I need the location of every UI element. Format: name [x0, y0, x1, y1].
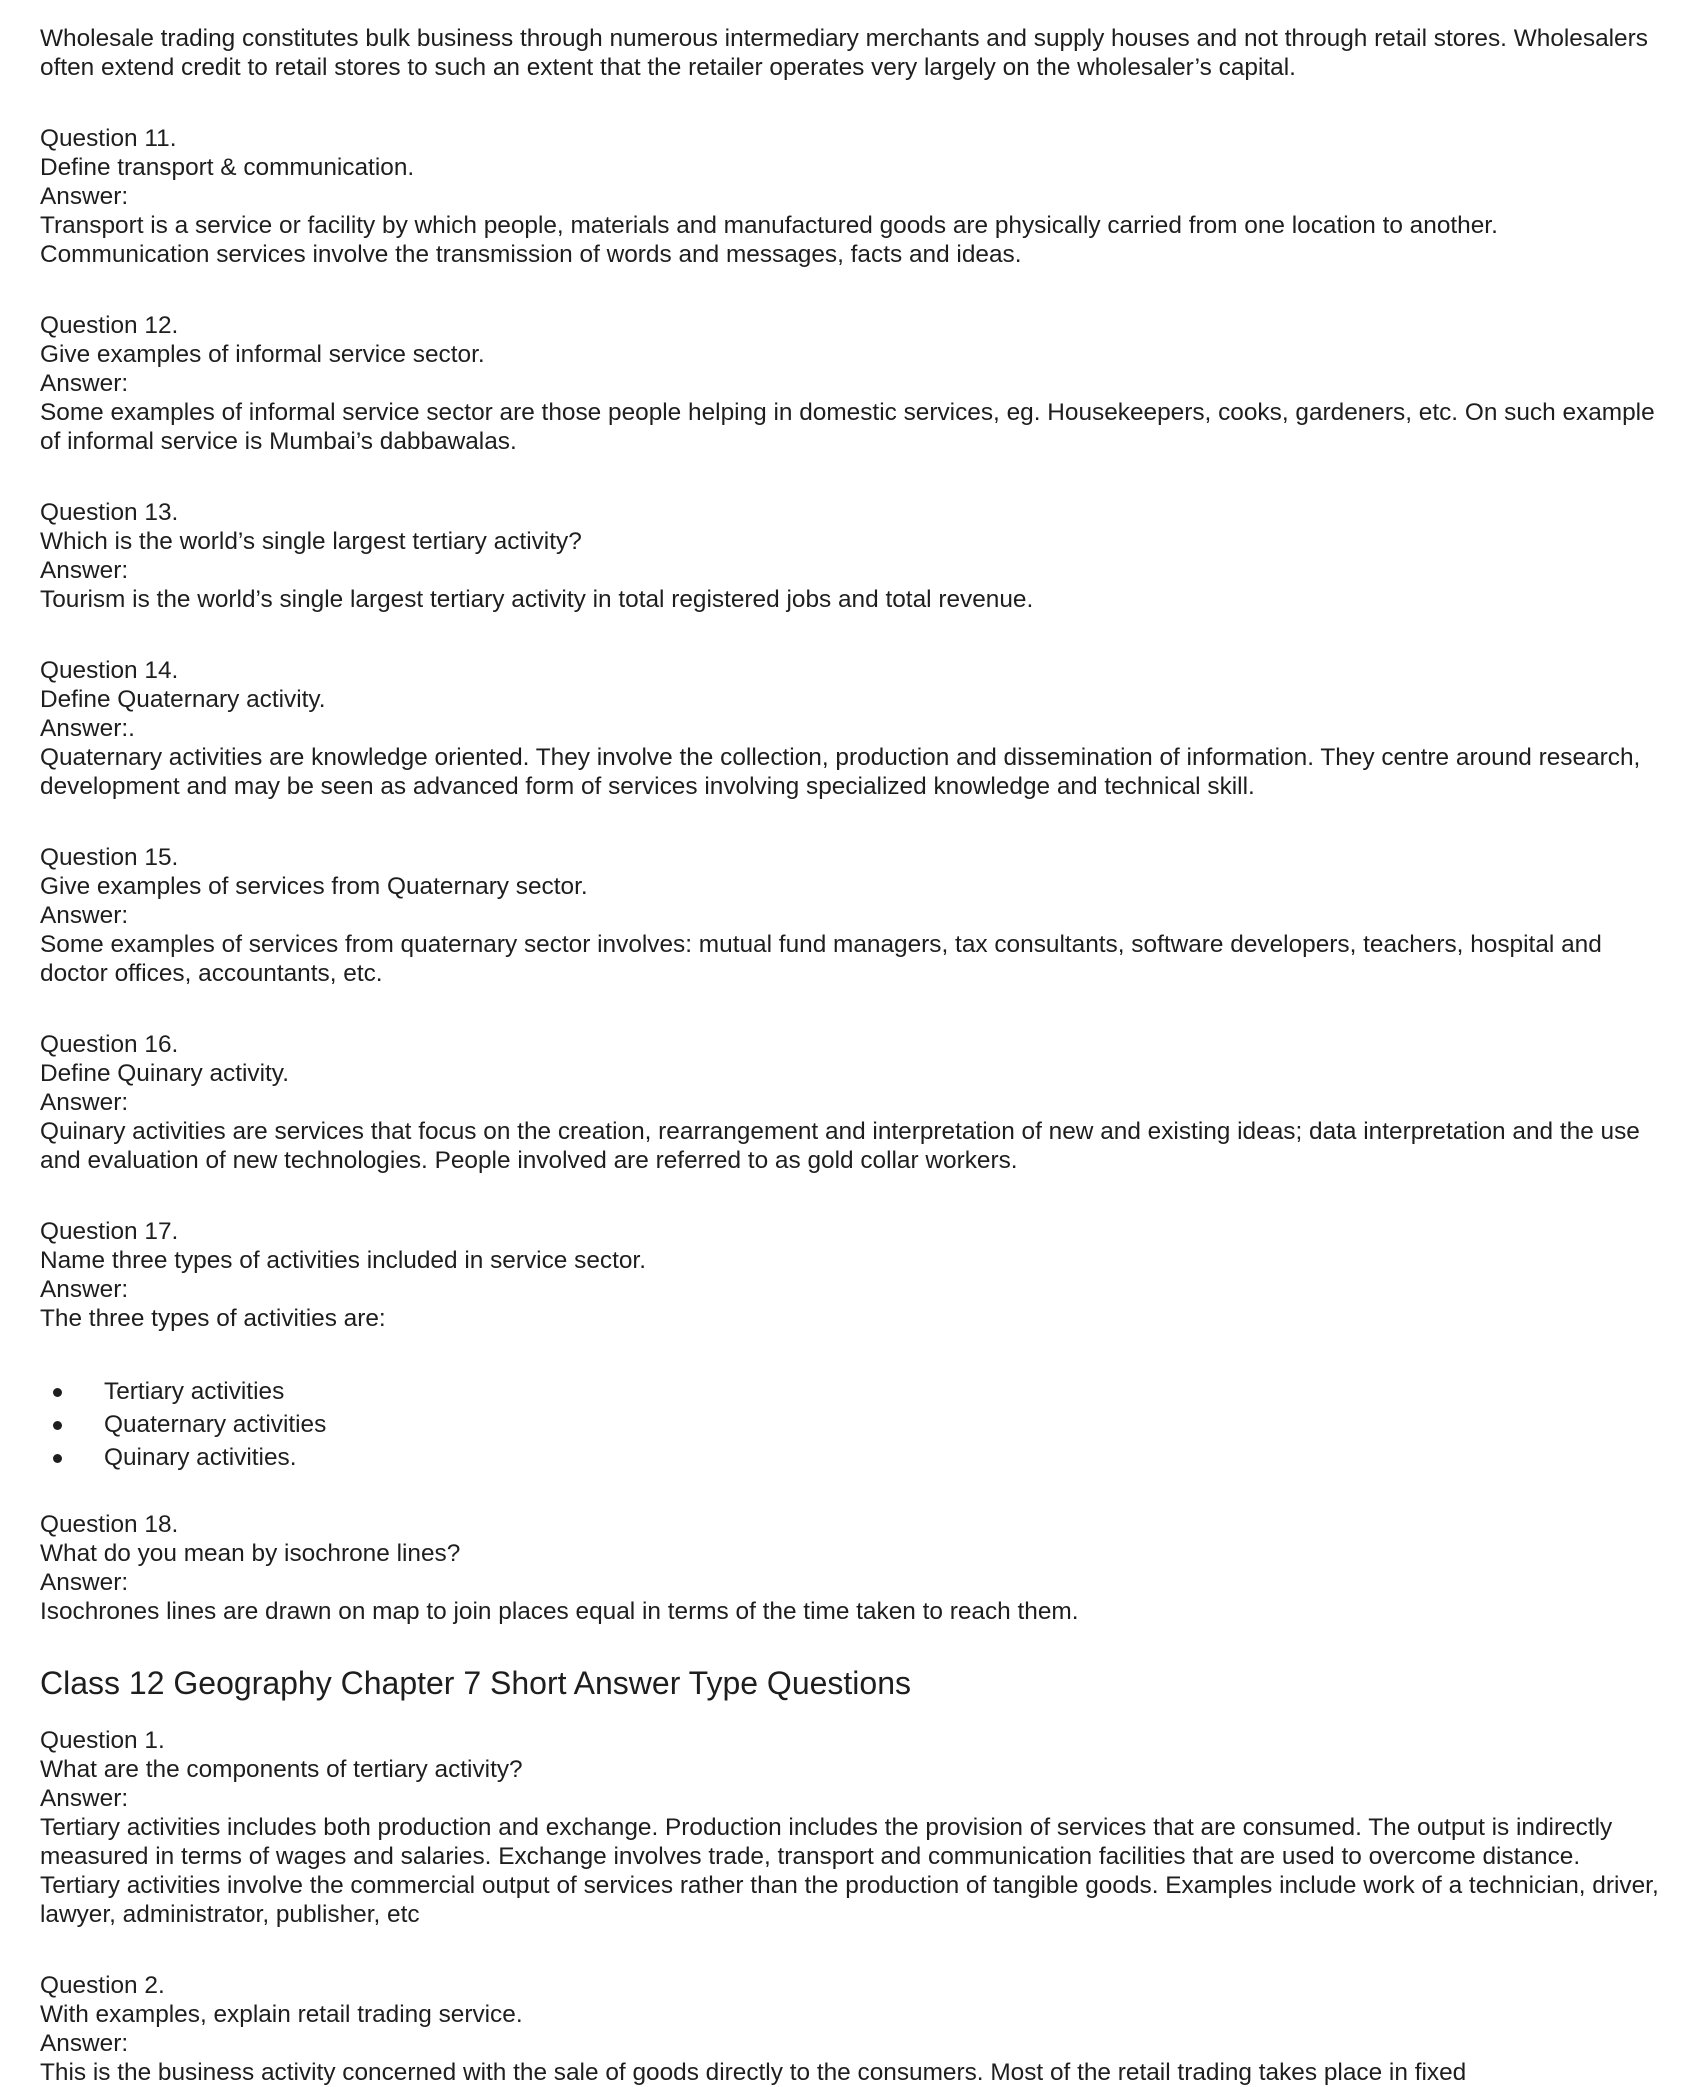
- section-heading: Class 12 Geography Chapter 7 Short Answer Type Questions: [40, 1665, 911, 1701]
- question-text: Define transport & communication.: [40, 154, 415, 181]
- document-page: [40, 24, 1665, 2087]
- question-number: Question 13.: [40, 499, 179, 526]
- question-number: Question 11.: [40, 125, 177, 152]
- bullet-item: [40, 1441, 1665, 1474]
- intro-paragraph: Wholesale trading constitutes bulk business through numerous intermediary merchants and supply houses and not through retail stores. Wholesalers often extend credit to retail stores to such an extent that the retailer operates very largely on the wholesaler’s capital.: [40, 25, 1648, 81]
- answer-label: Answer:: [40, 370, 129, 397]
- answer-text: The three types of activities are:: [40, 1305, 386, 1332]
- answer-label: Answer:: [40, 183, 129, 210]
- question-text: Give examples of informal service sector.: [40, 341, 485, 368]
- answer-label: Answer:: [40, 1785, 129, 1812]
- question-text: With examples, explain retail trading service.: [40, 2001, 523, 2028]
- answer-label: Answer:.: [40, 715, 135, 742]
- question-number: Question 1.: [40, 1727, 165, 1754]
- question-block-17: [40, 1217, 1665, 1474]
- bullet-list: [40, 1375, 1665, 1474]
- question-number: Question 16.: [40, 1031, 179, 1058]
- question-block-11: [40, 124, 1665, 269]
- question-number: Question 18.: [40, 1511, 179, 1538]
- bullet-icon: [53, 1388, 62, 1397]
- question-block-16: [40, 1030, 1665, 1175]
- answer-text: Quinary activities are services that focus on the creation, rearrangement and interpretation of new and existing ideas; data interpretation and the use and evaluation of new technologies. People involved are referred to as gold collar workers.: [40, 1118, 1640, 1174]
- question-number: Question 15.: [40, 844, 179, 871]
- answer-text: Some examples of services from quaternary sector involves: mutual fund managers, tax consultants, software developers, teachers, hospital and doctor offices, accountants, etc.: [40, 931, 1602, 987]
- answer-text: Tertiary activities includes both production and exchange. Production includes the provision of services that are consumed. The output is indirectly measured in terms of wages and salaries. Exchange involves trade, transport and communication facilities that are used to overcome distance. Tertiary activities involve the commercial output of services rather than the production of tangible goods. Examples include work of a technician, driver, lawyer, administrator, publisher, etc: [40, 1814, 1659, 1928]
- answer-text: Tourism is the world’s single largest tertiary activity in total registered jobs and total revenue.: [40, 586, 1034, 613]
- bullet-item: [40, 1375, 1665, 1408]
- question-block-14: [40, 656, 1665, 801]
- question-number: Question 14.: [40, 657, 179, 684]
- question-number: Question 12.: [40, 312, 179, 339]
- answer-label: Answer:: [40, 2030, 129, 2057]
- question-block-13: [40, 498, 1665, 614]
- answer-text: Some examples of informal service sector are those people helping in domestic services, eg. Housekeepers, cooks, gardeners, etc. On such example of informal service is Mumbai’s dabbawalas.: [40, 399, 1655, 455]
- bullet-text: Quaternary activities: [104, 1411, 327, 1438]
- question-block-15: [40, 843, 1665, 988]
- question-number: Question 17.: [40, 1218, 179, 1245]
- bullet-icon: [53, 1421, 62, 1430]
- question-text: What are the components of tertiary activity?: [40, 1756, 523, 1783]
- question-text: Give examples of services from Quaternary sector.: [40, 873, 588, 900]
- answer-label: Answer:: [40, 1276, 129, 1303]
- answer-label: Answer:: [40, 1569, 129, 1596]
- answer-label: Answer:: [40, 557, 129, 584]
- question-number: Question 2.: [40, 1972, 165, 1999]
- bullet-icon: [53, 1454, 62, 1463]
- question-text: Which is the world’s single largest tertiary activity?: [40, 528, 582, 555]
- bullet-text: Tertiary activities: [104, 1378, 285, 1405]
- bullet-text: Quinary activities.: [104, 1444, 297, 1471]
- answer-text: Quaternary activities are knowledge oriented. They involve the collection, production and dissemination of information. They centre around research, development and may be seen as advanced form of services involving specialized knowledge and technical skill.: [40, 744, 1641, 800]
- short-question-block-1: [40, 1726, 1665, 1929]
- question-text: Name three types of activities included in service sector.: [40, 1247, 646, 1274]
- answer-label: Answer:: [40, 902, 129, 929]
- bullet-item: [40, 1408, 1665, 1441]
- answer-label: Answer:: [40, 1089, 129, 1116]
- question-text: Define Quinary activity.: [40, 1060, 289, 1087]
- question-text: What do you mean by isochrone lines?: [40, 1540, 461, 1567]
- question-block-12: [40, 311, 1665, 456]
- answer-text: Isochrones lines are drawn on map to join places equal in terms of the time taken to reach them.: [40, 1598, 1079, 1625]
- question-text: Define Quaternary activity.: [40, 686, 326, 713]
- answer-text: This is the business activity concerned with the sale of goods directly to the consumers. Most of the retail trading takes place in fixed: [40, 2059, 1467, 2086]
- question-block-18: [40, 1510, 1665, 1626]
- answer-text: Transport is a service or facility by which people, materials and manufactured goods are physically carried from one location to another. Communication services involve the transmission of words and messages, facts and ideas.: [40, 212, 1498, 268]
- short-question-block-2: [40, 1971, 1665, 2087]
